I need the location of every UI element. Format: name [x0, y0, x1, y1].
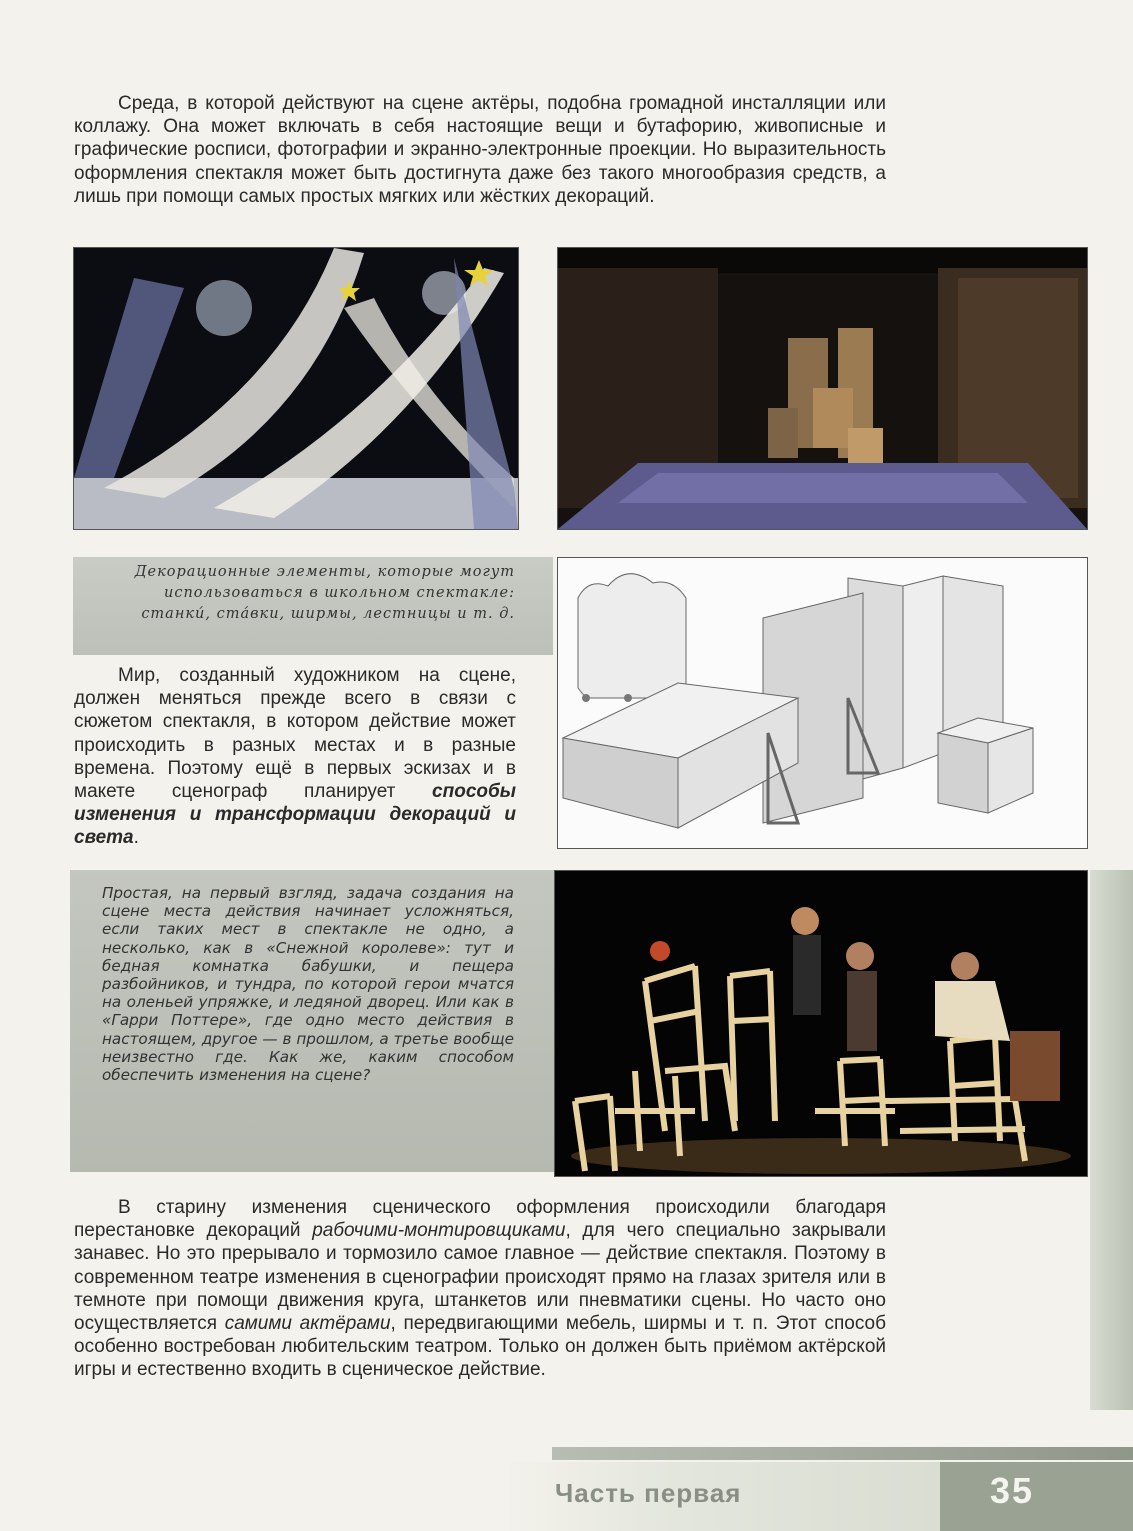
- intro-paragraph: Среда, в которой действуют на сцене актёры, подобна громадной инсталляции или коллажу. Она может включать в себя настоящие вещи и бутафорию, живописные и графические росписи, фотографии и экранно-электронные проекции. Но выразительность оформления спектакля может быть достигнута даже без такого многообразия средств, а лишь при помощи самых простых мягких или жёстких декораций.: [74, 93, 886, 207]
- history-text-part2: , для чего специально закрывали занавес. Но это прерывало и тормозило самое главное — действие спектакля. Поэтому в современном театре изменения в сценографии происходят прямо на глазах зрителя или в темноте при помощи движения круга, штанкетов или пневматики сцены. Но часто оно осуществляется: [74, 1220, 887, 1335]
- image-caption-box: [73, 557, 553, 655]
- footer-section-title: Часть первая: [555, 1478, 742, 1508]
- actors-chairs-illustration: [555, 871, 1087, 1176]
- question-note-box: [70, 870, 554, 1172]
- decorative-side-band: [1090, 870, 1133, 1410]
- footer-bar: [552, 1447, 1133, 1460]
- page-number-box: [940, 1462, 1133, 1531]
- scene-change-text: Мир, созданный художником на сцене, должен меняться прежде всего в связи с сюжетом спектакля, в котором действие может происходить в разных местах и в разные времена. Поэтому ещё в первых эскизах и в макете сценограф планирует: [74, 665, 516, 803]
- decor-elements-drawing: [558, 558, 1087, 848]
- scene-change-end: .: [133, 827, 139, 849]
- history-italic-workers: рабочими-монтировщиками: [312, 1220, 566, 1242]
- question-note-text: Простая, на первый взгляд, задача создания на сцене места действия начинает усложняться, если таких мест в спектакле не одно, а несколько, как в «Снежной королеве»: тут и бедная комнатка бабушки, и пещера разбойников, и тундра, по которой герои мчатся на оленьей упряжке, и ледяной дворец. Или как в «Гарри Поттере», где одно место действия в настоящем, другое — в прошлом, а третье вообще неизвестно где. Как же, каким способом обеспечить изменения на сцене?: [102, 884, 514, 1085]
- scene-change-paragraph: [74, 664, 516, 850]
- drawing-decor-elements: [557, 557, 1088, 849]
- history-paragraph: [74, 1196, 886, 1382]
- photo-stage-fabric-decor: [73, 247, 519, 530]
- stage-screens-illustration: [558, 248, 1087, 529]
- history-italic-actors: самими актёрами: [224, 1313, 391, 1335]
- page-number: 35: [990, 1470, 1035, 1511]
- photo-stage-screens: [557, 247, 1088, 530]
- scene-change-emphasis: способы изменения и трансформации декораций и света: [74, 781, 516, 849]
- history-text-part3: , передвигающими мебель, ширмы и т. п. Этот способ особенно востребован любительским театром. Только он должен быть приёмом актёрской игры и естественно входить в сценическое действие.: [74, 1313, 887, 1381]
- history-text-part1: В старину изменения сценического оформления происходили благодаря перестановке декораций: [74, 1197, 886, 1242]
- stage-fabric-illustration: [74, 248, 518, 529]
- image-caption: Декорационные элементы, которые могут использоваться в школьном спектакле: станки́, ста́вки, ширмы, лестницы и т. д.: [134, 564, 515, 622]
- photo-actors-chairs: [554, 870, 1088, 1177]
